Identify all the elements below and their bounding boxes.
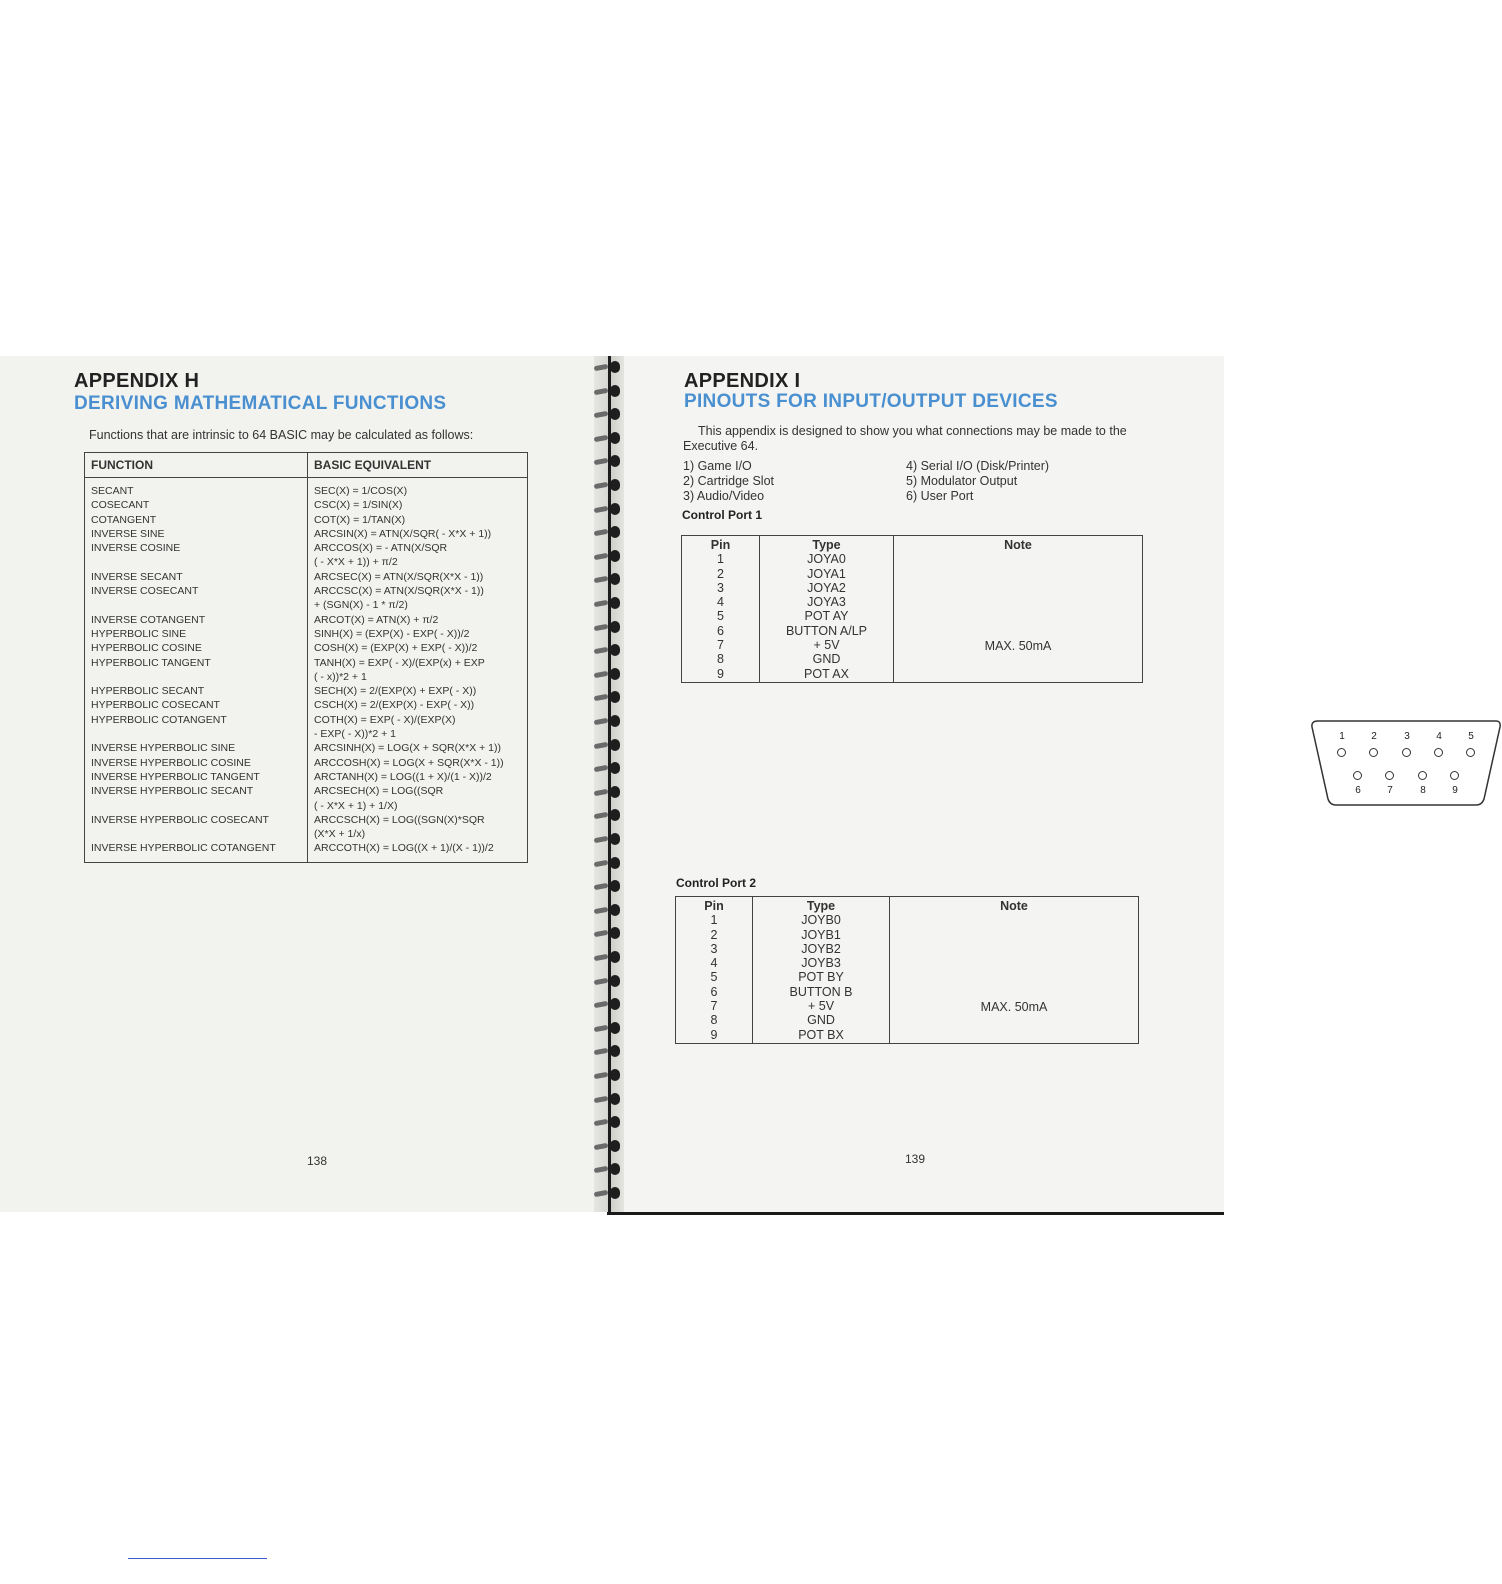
function-name: HYPERBOLIC COTANGENT (91, 713, 227, 726)
pin-number: 7 (710, 999, 718, 1014)
basic-equivalent: ARCCOSH(X) = LOG(X + SQR(X*X - 1)) (314, 756, 504, 769)
type-column (753, 897, 890, 1044)
pin-number: 3 (717, 580, 724, 595)
appendix-h-heading: APPENDIX H (74, 370, 200, 392)
pin-type: JOYB3 (801, 956, 841, 971)
pin-type: JOYA2 (807, 580, 846, 595)
spiral-coil (594, 785, 624, 799)
function-name: INVERSE COTANGENT (91, 613, 206, 626)
basic-equivalent: ( - X*X + 1) + 1/X) (314, 799, 398, 812)
spiral-coil (594, 431, 624, 445)
function-header: FUNCTION (85, 453, 308, 478)
right-page (624, 356, 1474, 1212)
function-table (84, 452, 528, 863)
function-name (91, 799, 301, 813)
connector-pin-label: 1 (1339, 731, 1345, 742)
control-port-1-label: Control Port 1 (682, 508, 762, 522)
basic-equivalent: ( - x))*2 + 1 (314, 670, 367, 683)
note-value: MAX. 50mA (984, 639, 1052, 653)
connector-pin-hole (1450, 771, 1459, 780)
basic-equivalent: CSCH(X) = 2/(EXP(X) - EXP( - X)) (314, 699, 475, 712)
function-name: INVERSE HYPERBOLIC SINE (91, 742, 236, 755)
connector-pin-hole (1402, 748, 1411, 757)
connector-pin-label: 9 (1452, 785, 1458, 796)
pin-number: 3 (710, 941, 718, 956)
pin-number: 4 (710, 956, 718, 971)
spiral-coil (594, 761, 624, 775)
function-name: HYPERBOLIC COSINE (91, 642, 202, 655)
pin-type: POT AY (804, 609, 849, 624)
appendix-h-subtitle: DERIVING MATHEMATICAL FUNCTIONS (74, 393, 447, 414)
device-item: 2) Cartridge Slot (683, 474, 775, 488)
spiral-coil (594, 549, 624, 563)
page-edge-shadow (607, 1212, 1224, 1215)
function-name: INVERSE SINE (91, 527, 165, 540)
connector-pin-hole (1369, 748, 1378, 757)
spiral-coil (594, 1044, 624, 1058)
type-header: Type (812, 538, 841, 552)
basic-equivalent: ARCCSCH(X) = LOG((SGN(X)*SQR (314, 813, 485, 826)
basic-equivalent: + (SGN(X) - 1 * π/2) (314, 599, 408, 612)
function-name: INVERSE COSINE (91, 542, 181, 555)
device-list-left (683, 459, 774, 504)
basic-equivalent: ARCSIN(X) = ATN(X/SQR( - X*X + 1)) (314, 527, 492, 540)
spiral-coil (594, 1115, 624, 1129)
appendix-i-heading: APPENDIX I (684, 370, 801, 392)
function-name: INVERSE HYPERBOLIC COSECANT (91, 813, 269, 826)
connector-pin-label: 8 (1420, 785, 1426, 796)
function-name (91, 727, 301, 741)
function-name (91, 555, 301, 569)
spiral-coil (594, 926, 624, 940)
pin-type: JOYB2 (801, 941, 841, 956)
pin-header: Pin (710, 538, 731, 552)
pin-type: GND (807, 1013, 835, 1028)
pin-number: 2 (710, 927, 718, 942)
spiral-coil (594, 620, 624, 634)
pin-number: 5 (717, 609, 724, 624)
spiral-coil (594, 1162, 624, 1176)
basic-equivalent: ARCCOS(X) = - ATN(X/SQR (314, 542, 448, 555)
basic-equivalent: COSH(X) = (EXP(X) + EXP( - X))/2 (314, 642, 478, 655)
spiral-coil (594, 690, 624, 704)
function-name (91, 670, 301, 684)
pin-number: 4 (717, 595, 724, 610)
spiral-coil (594, 1092, 624, 1106)
basic-equivalent: ARCOT(X) = ATN(X) + π/2 (314, 613, 439, 626)
pin-number: 2 (717, 566, 724, 581)
pin-type: POT BY (798, 970, 844, 985)
pin-number: 6 (710, 984, 718, 999)
device-item: 5) Modulator Output (906, 474, 1018, 488)
spiral-binding (594, 356, 624, 1212)
spiral-coil (594, 1186, 624, 1200)
control-port-1-table (681, 535, 1143, 683)
connector-pin-hole (1466, 748, 1475, 757)
control-port-2-table (675, 896, 1139, 1044)
device-list-right (906, 459, 1049, 504)
pin-number: 7 (717, 638, 724, 653)
pin-type: BUTTON B (789, 984, 853, 999)
function-name: HYPERBOLIC COSECANT (91, 699, 220, 712)
spiral-coil (594, 714, 624, 728)
basic-equivalent: ARCSEC(X) = ATN(X/SQR(X*X - 1)) (314, 570, 484, 583)
spiral-coil (594, 407, 624, 421)
note-header: Note (1004, 538, 1032, 552)
pin-type: JOYB1 (801, 927, 841, 942)
pin-type: POT BX (798, 1027, 844, 1042)
pin-type: JOYB0 (801, 913, 841, 928)
pin-number: 1 (717, 552, 724, 567)
note-header: Note (1000, 899, 1028, 913)
spiral-coil (594, 856, 624, 870)
device-item: 1) Game I/O (683, 459, 752, 473)
spiral-coil (594, 738, 624, 752)
spiral-coil (594, 643, 624, 657)
pin-type: + 5V (807, 999, 835, 1014)
basic-equivalent: SEC(X) = 1/COS(X) (314, 485, 408, 497)
pin-type: BUTTON A/LP (785, 623, 868, 638)
function-name (91, 598, 301, 612)
pin-type: JOYA3 (807, 595, 846, 610)
basic-equivalent: ARCCOTH(X) = LOG((X + 1)/(X - 1))/2 (314, 842, 494, 855)
connector-pin-label: 5 (1468, 731, 1474, 742)
basic-equivalent: ARCSINH(X) = LOG(X + SQR(X*X + 1)) (314, 742, 502, 755)
spiral-coil (594, 1068, 624, 1082)
spiral-coil (594, 384, 624, 398)
basic-equivalent: TANH(X) = EXP( - X)/(EXP(x) + EXP (314, 656, 485, 669)
function-names-column (85, 478, 308, 863)
function-name: INVERSE SECANT (91, 570, 183, 583)
connector-pin-label: 2 (1371, 731, 1377, 742)
note-value: MAX. 50mA (980, 1000, 1048, 1014)
type-header: Type (806, 899, 836, 913)
spiral-coil (594, 903, 624, 917)
basic-equivalent: ( - X*X + 1)) + π/2 (314, 556, 398, 569)
page-number-right: 139 (905, 1152, 926, 1166)
appendix-i-intro: This appendix is designed to show you what connections may be made to the Executive 64. (683, 424, 1127, 453)
pin-number: 9 (710, 1027, 718, 1042)
basic-equivalent: CSC(X) = 1/SIN(X) (314, 499, 403, 512)
page-number-left: 138 (307, 1154, 328, 1168)
spiral-coil (594, 832, 624, 846)
spiral-coil (594, 502, 624, 516)
control-port-connector-diagram (1310, 719, 1502, 807)
connector-pin-hole (1434, 748, 1443, 757)
pin-number: 8 (717, 652, 724, 667)
spiral-coil (594, 360, 624, 374)
device-item: 3) Audio/Video (683, 489, 765, 503)
pin-number: 1 (710, 913, 718, 928)
footer-line (128, 1558, 267, 1559)
spiral-coil (594, 997, 624, 1011)
pin-type: GND (812, 652, 841, 667)
spiral-coil (594, 808, 624, 822)
spiral-coil (594, 950, 624, 964)
book-spread (0, 356, 1474, 1212)
pin-type: + 5V (813, 638, 840, 653)
pin-number: 6 (717, 623, 724, 638)
pin-column (676, 897, 753, 1044)
appendix-i-subtitle: PINOUTS FOR INPUT/OUTPUT DEVICES (684, 391, 1058, 412)
pin-type: POT AX (804, 666, 849, 681)
device-item: 6) User Port (906, 489, 974, 503)
type-column (760, 536, 894, 683)
connector-pin-hole (1418, 771, 1427, 780)
connector-pin-hole (1337, 748, 1346, 757)
basic-equivalent: ARCSECH(X) = LOG((SQR (314, 785, 444, 798)
function-name: INVERSE COSECANT (91, 585, 199, 598)
basic-equivalent-header: BASIC EQUIVALENT (308, 453, 528, 478)
function-name: INVERSE HYPERBOLIC TANGENT (91, 770, 260, 783)
basic-equivalent: SECH(X) = 2/(EXP(X) + EXP( - X)) (314, 685, 477, 698)
function-name: INVERSE HYPERBOLIC COSINE (91, 756, 251, 769)
spiral-coil (594, 572, 624, 586)
connector-pin-label: 6 (1355, 785, 1361, 796)
connector-pin-hole (1385, 771, 1394, 780)
appendix-h-intro: Functions that are intrinsic to 64 BASIC may be calculated as follows: (89, 428, 474, 442)
spiral-coil (594, 974, 624, 988)
pin-type: JOYA1 (807, 566, 846, 581)
basic-equivalent: COTH(X) = EXP( - X)/(EXP(X) (314, 713, 456, 726)
connector-pin-label: 3 (1404, 731, 1410, 742)
note-column (894, 536, 1143, 683)
connector-pin-label: 4 (1436, 731, 1442, 742)
function-name: INVERSE HYPERBOLIC SECANT (91, 785, 254, 798)
spiral-coil (594, 525, 624, 539)
basic-equivalent: (X*X + 1/x) (314, 828, 366, 841)
function-name: INVERSE HYPERBOLIC COTANGENT (91, 842, 276, 855)
function-name: HYPERBOLIC TANGENT (91, 656, 211, 669)
function-name: COSECANT (91, 499, 150, 512)
spiral-coil (594, 1139, 624, 1153)
spiral-coil (594, 454, 624, 468)
basic-equivalent: - EXP( - X))*2 + 1 (314, 728, 396, 741)
function-name: HYPERBOLIC SECANT (91, 685, 205, 698)
device-item: 4) Serial I/O (Disk/Printer) (906, 459, 1050, 473)
function-name (91, 827, 301, 841)
pin-number: 9 (717, 666, 724, 681)
function-name: HYPERBOLIC SINE (91, 627, 187, 640)
connector-pin-hole (1353, 771, 1362, 780)
spiral-coil (594, 478, 624, 492)
note-column (890, 897, 1139, 1044)
function-name: COTANGENT (91, 513, 157, 526)
pin-type: JOYA0 (807, 552, 846, 567)
pin-column (682, 536, 760, 683)
left-page (0, 356, 594, 1212)
pin-number: 8 (710, 1013, 718, 1028)
spiral-coil (594, 667, 624, 681)
basic-equivalent: SINH(X) = (EXP(X) - EXP( - X))/2 (314, 627, 470, 640)
spiral-coil (594, 596, 624, 610)
spiral-coil (594, 879, 624, 893)
spiral-coil (594, 1021, 624, 1035)
pin-number: 5 (710, 970, 718, 985)
function-name: SECANT (91, 485, 134, 497)
basic-equivalent: ARCTANH(X) = LOG((1 + X)/(1 - X))/2 (314, 770, 492, 783)
pin-header: Pin (704, 899, 724, 913)
control-port-2-label: Control Port 2 (676, 876, 756, 890)
basic-equivalents-column (308, 478, 528, 863)
basic-equivalent: COT(X) = 1/TAN(X) (314, 513, 406, 526)
basic-equivalent: ARCCSC(X) = ATN(X/SQR(X*X - 1)) (314, 585, 484, 598)
connector-pin-label: 7 (1387, 785, 1393, 796)
